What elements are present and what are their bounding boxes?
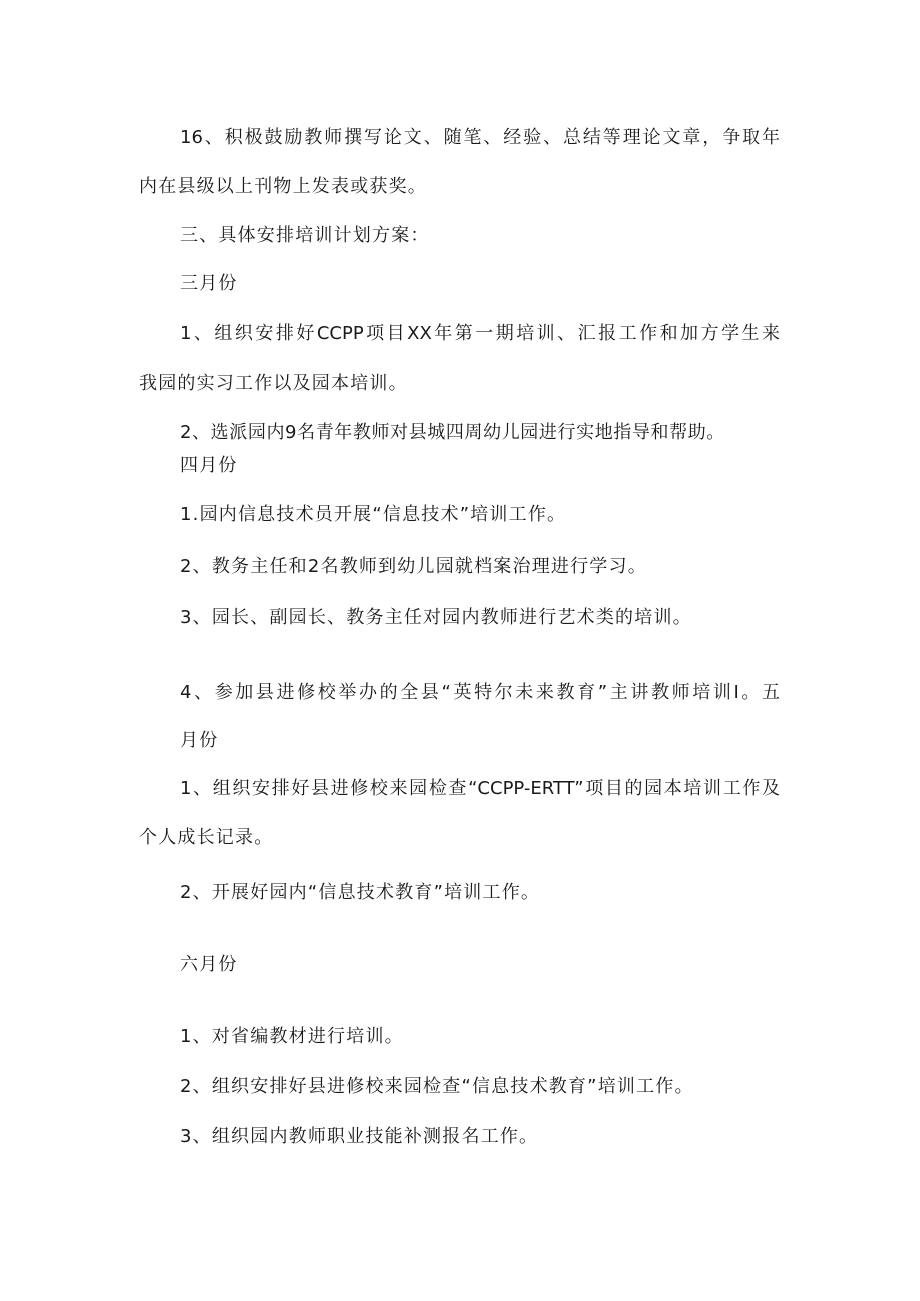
paragraph-line-16: 2、开展好园内“信息技术教育”培训工作。 <box>180 882 541 903</box>
paragraph-line-1: 16、积极鼓励教师撰写论文、随笔、经验、总结等理论文章，争取年 <box>180 127 780 148</box>
paragraph-line-13: 月份 <box>180 730 219 751</box>
paragraph-line-15: 个人成长记录。 <box>139 827 274 848</box>
month-heading-june: 六月份 <box>180 954 238 975</box>
paragraph-line-12: 4、参加县进修校举办的全县“英特尔未来教育”主讲教师培训I。五 <box>180 682 780 703</box>
paragraph-line-11: 3、园长、副园长、教务主任对园内教师进行艺术类的培训。 <box>180 607 692 628</box>
paragraph-line-18: 1、对省编教材进行培训。 <box>180 1026 404 1047</box>
paragraph-line-7: 2、选派园内9名青年教师对县城四周幼儿园进行实地指导和帮助。 <box>180 422 725 443</box>
month-heading-april: 四月份 <box>180 455 238 476</box>
paragraph-line-20: 3、组织园内教师职业技能补测报名工作。 <box>180 1126 539 1147</box>
paragraph-line-19: 2、组织安排好县进修校来园检查“信息技术教育”培训工作。 <box>180 1076 694 1097</box>
paragraph-line-14: 1、组织安排好县进修校来园检查“CCPP-ERTT”项目的园本培训工作及 <box>180 778 780 799</box>
paragraph-line-5: 1、组织安排好CCPP项目XX年第一期培训、汇报工作和加方学生来 <box>180 323 780 344</box>
paragraph-line-2: 内在县级以上刊物上发表或获奖。 <box>139 176 427 197</box>
paragraph-line-9: 1.园内信息技术员开展“信息技术”培训工作。 <box>180 504 567 525</box>
paragraph-line-10: 2、教务主任和2名教师到幼儿园就档案治理进行学习。 <box>180 556 647 577</box>
month-heading-march: 三月份 <box>180 273 238 294</box>
paragraph-line-6: 我园的实习工作以及园本培训。 <box>139 373 408 394</box>
section-heading: 三、具体安排培训计划方案： <box>180 225 430 246</box>
